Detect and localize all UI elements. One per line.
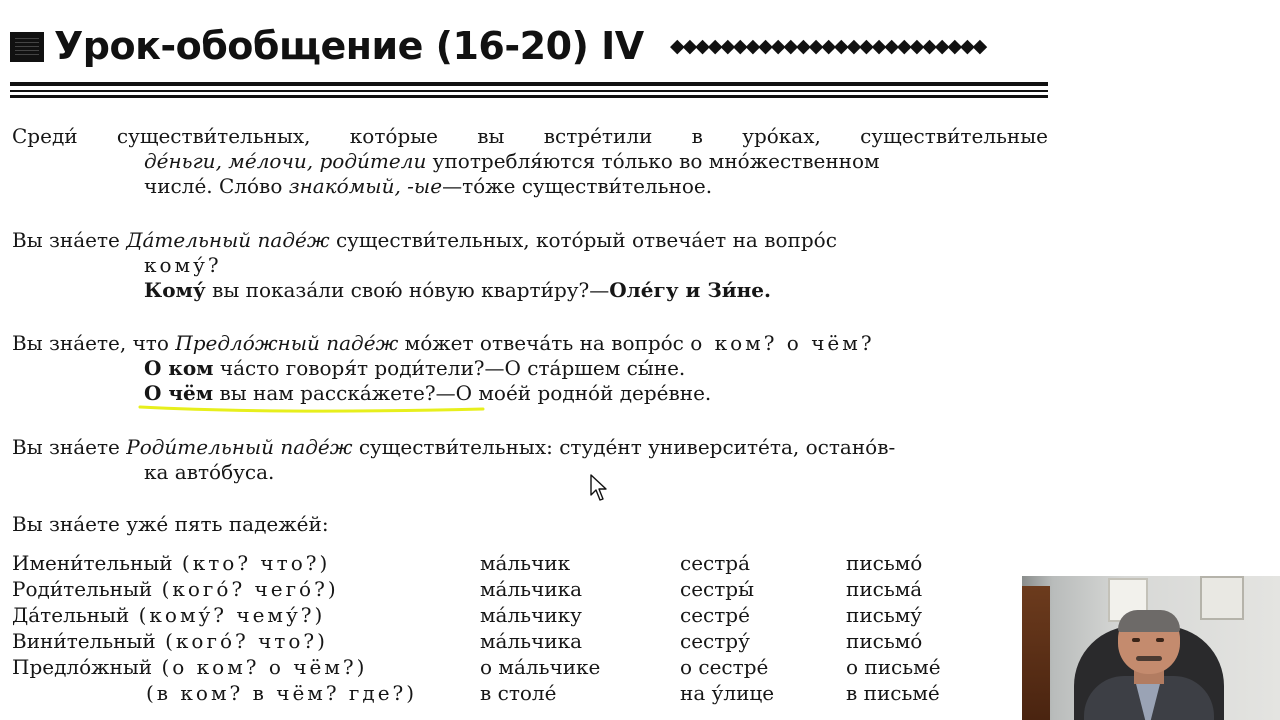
- text-line: [12, 435, 1048, 460]
- case-word-boy: ма́льчика: [480, 629, 583, 653]
- case-question: (кому́? чему́?): [129, 603, 326, 627]
- case-question: (о ком? о чём?): [152, 655, 368, 679]
- text-span: вы нам расска́жете?: [213, 381, 436, 405]
- text-span: мо́жет отвеча́ть на вопро́с: [398, 331, 691, 355]
- text-line: [12, 278, 1048, 303]
- title-rule: [10, 82, 1048, 86]
- paragraph-dative-case: [12, 228, 1048, 303]
- webcam-mustache: [1136, 656, 1162, 661]
- case-word-boy: в столе́: [480, 681, 557, 705]
- paragraph-genitive-case: [12, 435, 1048, 485]
- webcam-hair: [1118, 610, 1180, 632]
- text-line: [12, 356, 1048, 381]
- case-name-cell: [12, 602, 325, 628]
- case-word-sister: сестра́: [680, 551, 751, 575]
- title-rule: [10, 95, 1048, 98]
- highlighted-question: [144, 381, 436, 406]
- text-span: Вы зна́ете: [12, 435, 127, 459]
- text-span: —то́же существи́тельное.: [442, 174, 713, 198]
- case-word-boy: о ма́льчике: [480, 655, 601, 679]
- paragraph-five-cases: [12, 512, 1048, 537]
- text-span: Вы зна́ете: [12, 228, 127, 252]
- text-span: существи́тельных, кото́рый отвеча́ет на вопро́с: [329, 228, 837, 252]
- case-word-boy: ма́льчику: [480, 603, 582, 627]
- case-name-cell: [12, 550, 330, 576]
- italic-words: Роди́тельный паде́ж: [126, 435, 353, 459]
- spaced-question: о ком? о чём?: [690, 331, 875, 355]
- case-name: Предло́жный: [12, 655, 153, 679]
- case-word-letter: письма́: [846, 577, 923, 601]
- bold-words: О ком: [144, 356, 214, 380]
- case-word-sister: сестру́: [680, 629, 750, 653]
- case-word-letter: о письме́: [846, 655, 941, 679]
- webcam-wall-frame: [1200, 576, 1244, 620]
- case-question: (кого́? чего́?): [152, 577, 339, 601]
- case-word-letter: в письме́: [846, 681, 940, 705]
- text-line: [12, 331, 1048, 356]
- webcam-eye: [1132, 638, 1140, 642]
- text-line: Среди́ существи́тельных, кото́рые вы встре́тили в уро́ках, существи́тельные: [12, 124, 1048, 148]
- text-span: употребля́ются то́лько во мно́жественном: [426, 149, 880, 173]
- text-span: —О мое́й родно́й дере́вне.: [435, 381, 712, 405]
- text-line: [12, 174, 1048, 199]
- case-word-boy: ма́льчик: [480, 551, 571, 575]
- title-diamond-decoration: ◆◆◆◆◆◆◆◆◆◆◆◆◆◆◆◆◆◆◆◆◆◆◆◆◆: [670, 35, 986, 57]
- case-name: Имени́тельный: [12, 551, 173, 575]
- case-question: (в ком? в чём? где?): [146, 681, 418, 705]
- case-name-cell: [146, 680, 417, 706]
- case-name: Роди́тельный: [12, 577, 153, 601]
- case-name-cell: [12, 576, 339, 602]
- case-word-sister: о сестре́: [680, 655, 769, 679]
- italic-words: Предло́жный паде́ж: [175, 331, 399, 355]
- case-question: (кто? что?): [172, 551, 331, 575]
- case-name: Вини́тельный: [12, 629, 156, 653]
- case-word-sister: на у́лице: [680, 681, 775, 705]
- text-span: существи́тельных: студе́нт университе́та, остано́в-: [352, 435, 896, 459]
- text-span: ча́сто говоря́т роди́тели?—О ста́ршем сы́не.: [213, 356, 686, 380]
- title-square-icon: [10, 32, 44, 62]
- webcam-bookshelf: [1022, 586, 1050, 720]
- italic-words: де́ньги, ме́лочи, роди́тели: [144, 149, 427, 173]
- case-name: Да́тельный: [12, 603, 130, 627]
- webcam-presenter: [1022, 576, 1280, 720]
- italic-words: Да́тельный паде́ж: [126, 228, 330, 252]
- case-word-sister: сестре́: [680, 603, 750, 627]
- mouse-cursor-icon: [590, 474, 608, 502]
- text-span: числе́. Сло́во: [144, 174, 289, 198]
- italic-words: знако́мый, -ые: [288, 174, 443, 198]
- text-line: ка авто́буса.: [144, 460, 275, 484]
- bold-words: Оле́гу и Зи́не.: [609, 278, 771, 302]
- text-line: [12, 381, 1048, 406]
- text-line: [12, 149, 1048, 174]
- text-line: [12, 228, 1048, 253]
- yellow-underline-annotation: [138, 401, 488, 417]
- paragraph-plural-nouns: [12, 124, 1048, 199]
- bold-words: Кому́: [144, 278, 206, 302]
- text-line: кому́?: [144, 253, 222, 277]
- webcam-eye: [1156, 638, 1164, 642]
- lesson-title-row: [10, 20, 1050, 72]
- text-line: Вы зна́ете уже́ пять падеже́й:: [12, 512, 329, 536]
- text-span: Вы зна́ете, что: [12, 331, 176, 355]
- title-rule: [10, 90, 1048, 92]
- case-question: (кого́? что?): [155, 629, 328, 653]
- case-word-boy: ма́льчика: [480, 577, 583, 601]
- text-span: вы показа́ли свою́ но́вую кварти́ру?—: [205, 278, 610, 302]
- case-name-cell: [12, 654, 367, 680]
- case-name-cell: [12, 628, 328, 654]
- case-word-sister: сестры́: [680, 577, 755, 601]
- case-word-letter: письмо́: [846, 629, 923, 653]
- lesson-title: Урок-обобщение (16-20) IV: [54, 24, 644, 68]
- paragraph-prepositional-case: [12, 331, 1048, 406]
- case-word-letter: письму́: [846, 603, 923, 627]
- case-word-letter: письмо́: [846, 551, 923, 575]
- bold-words: О чём: [144, 381, 214, 405]
